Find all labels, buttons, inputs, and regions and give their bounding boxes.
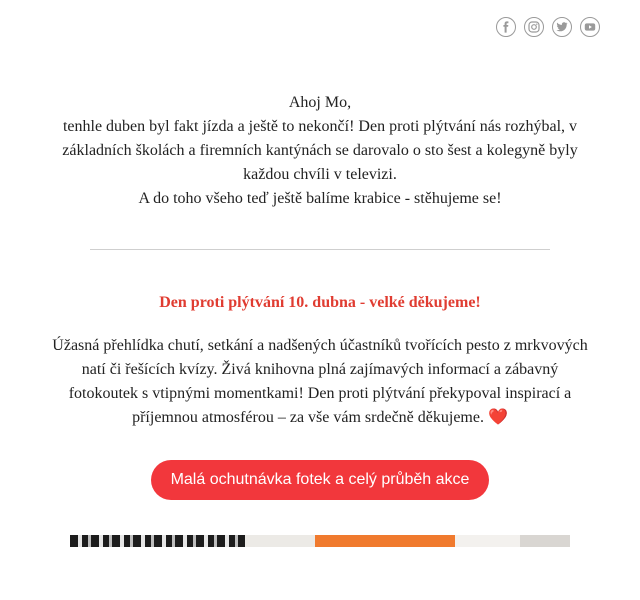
photo-white <box>455 535 520 547</box>
divider <box>90 249 550 250</box>
intro-text <box>40 91 600 211</box>
instagram-icon[interactable] <box>524 17 544 37</box>
photo-grey <box>520 535 570 547</box>
article-body-text: Úžasná přehlídka chutí, setkání a nadšených účastníků tvořících pesto z mrkvových natí či řešících kvízy. Živá knihovna plná zajímavých informací a zábavný fotokoutek s vtipnými momentkami! Den proti plýtvání překypoval inspirací a příjemnou atmosférou – za vše vám srdečně děkujeme. <box>52 337 588 426</box>
article-headline: Den proti plýtvání 10. dubna - velké děkujeme! <box>159 294 481 311</box>
photos-cta-button[interactable]: Malá ochutnávka fotek a celý průběh akce <box>151 460 489 500</box>
event-photo-strip[interactable] <box>70 535 570 547</box>
photo-orange <box>315 535 455 547</box>
greeting: Ahoj Mo, <box>288 94 352 111</box>
intro-moving-note: A do toho všeho teď ještě balíme krabice - stěhujeme se! <box>138 190 502 207</box>
youtube-icon[interactable] <box>580 17 600 37</box>
article-body <box>48 334 592 430</box>
social-links <box>496 17 600 37</box>
facebook-icon[interactable] <box>496 17 516 37</box>
twitter-icon[interactable] <box>552 17 572 37</box>
photo-crossword <box>70 535 245 547</box>
photo-light <box>245 535 315 547</box>
intro-paragraph: tenhle duben byl fakt jízda a ještě to nekončí! Den proti plýtvání nás rozhýbal, v základních školách a firemních kantýnách se darovalo o sto šest a kolegyně byly každou chvíli v televizi. <box>62 118 578 183</box>
heart-icon: ❤️ <box>487 409 508 426</box>
